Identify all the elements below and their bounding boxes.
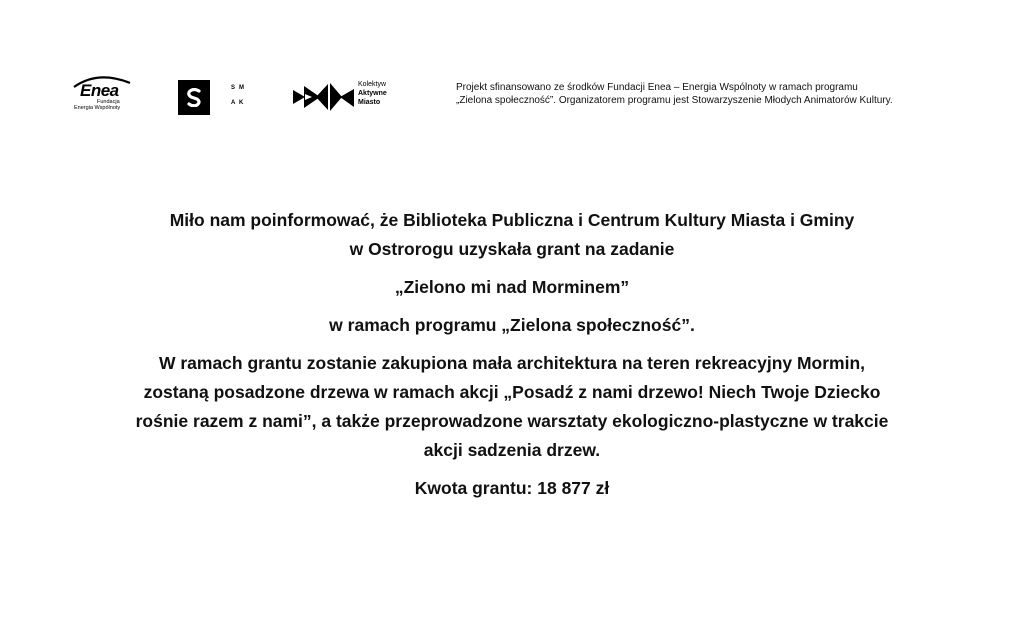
kam-line-2: Aktywne: [358, 90, 387, 97]
description-line-3: rośnie razem z nami”, a także przeprowadzone warsztaty ekologiczno-plastyczne w trakcie: [135, 411, 889, 431]
smak-s-icon: [186, 88, 202, 107]
smak-letter-a: A: [231, 100, 236, 106]
smak-letter-k: K: [239, 100, 244, 106]
enea-brand: Enea: [80, 81, 119, 100]
smak-mark: [178, 80, 210, 115]
intro-line-1: Miło nam poinformować, że Biblioteka Publiczna i Centrum Kultury Miasta i Gminy: [169, 210, 855, 230]
smak-letter-m: M: [239, 85, 244, 91]
description-line-1: W ramach grantu zostanie zakupiona mała architektura na teren rekreacyjny Mormin,: [158, 353, 866, 373]
smak-logo: [178, 80, 242, 116]
kam-line-1: Kolektyw: [358, 81, 387, 88]
enea-subtitle-1: Fundacja: [97, 99, 120, 105]
kolektyw-aktywne-miasto-logo: [292, 80, 412, 114]
kam-geometric-icon: [292, 80, 356, 114]
announcement: [40, 206, 984, 503]
task-title: „Zielono mi nad Morminem”: [394, 277, 630, 297]
description-line-2: zostaną posadzone drzewa w ramach akcji „Posadź z nami drzewo! Niech Twoje Dziecko: [143, 382, 881, 402]
description-line-4: akcji sadzenia drzew.: [423, 440, 601, 460]
kam-line-3: Miasto: [358, 99, 381, 106]
program-line: w ramach programu „Zielona społeczność”.: [329, 315, 695, 335]
funding-note-line-2: „Zielona społeczność”. Organizatorem programu jest Stowarzyszenie Młodych Animatorów Kultury.: [456, 95, 893, 106]
funding-note-line-1: Projekt sfinansowano ze środków Fundacji Enea – Energia Wspólnoty w ramach programu: [456, 82, 858, 93]
enea-subtitle-2: Energia Wspólnoty: [74, 105, 121, 111]
grant-amount: Kwota grantu: 18 877 zł: [414, 478, 610, 498]
intro-line-2: w Ostrorogu uzyskała grant na zadanie: [349, 239, 675, 259]
funding-note: [456, 81, 976, 107]
smak-letter-s: S: [231, 85, 236, 91]
enea-logo: [68, 74, 134, 116]
